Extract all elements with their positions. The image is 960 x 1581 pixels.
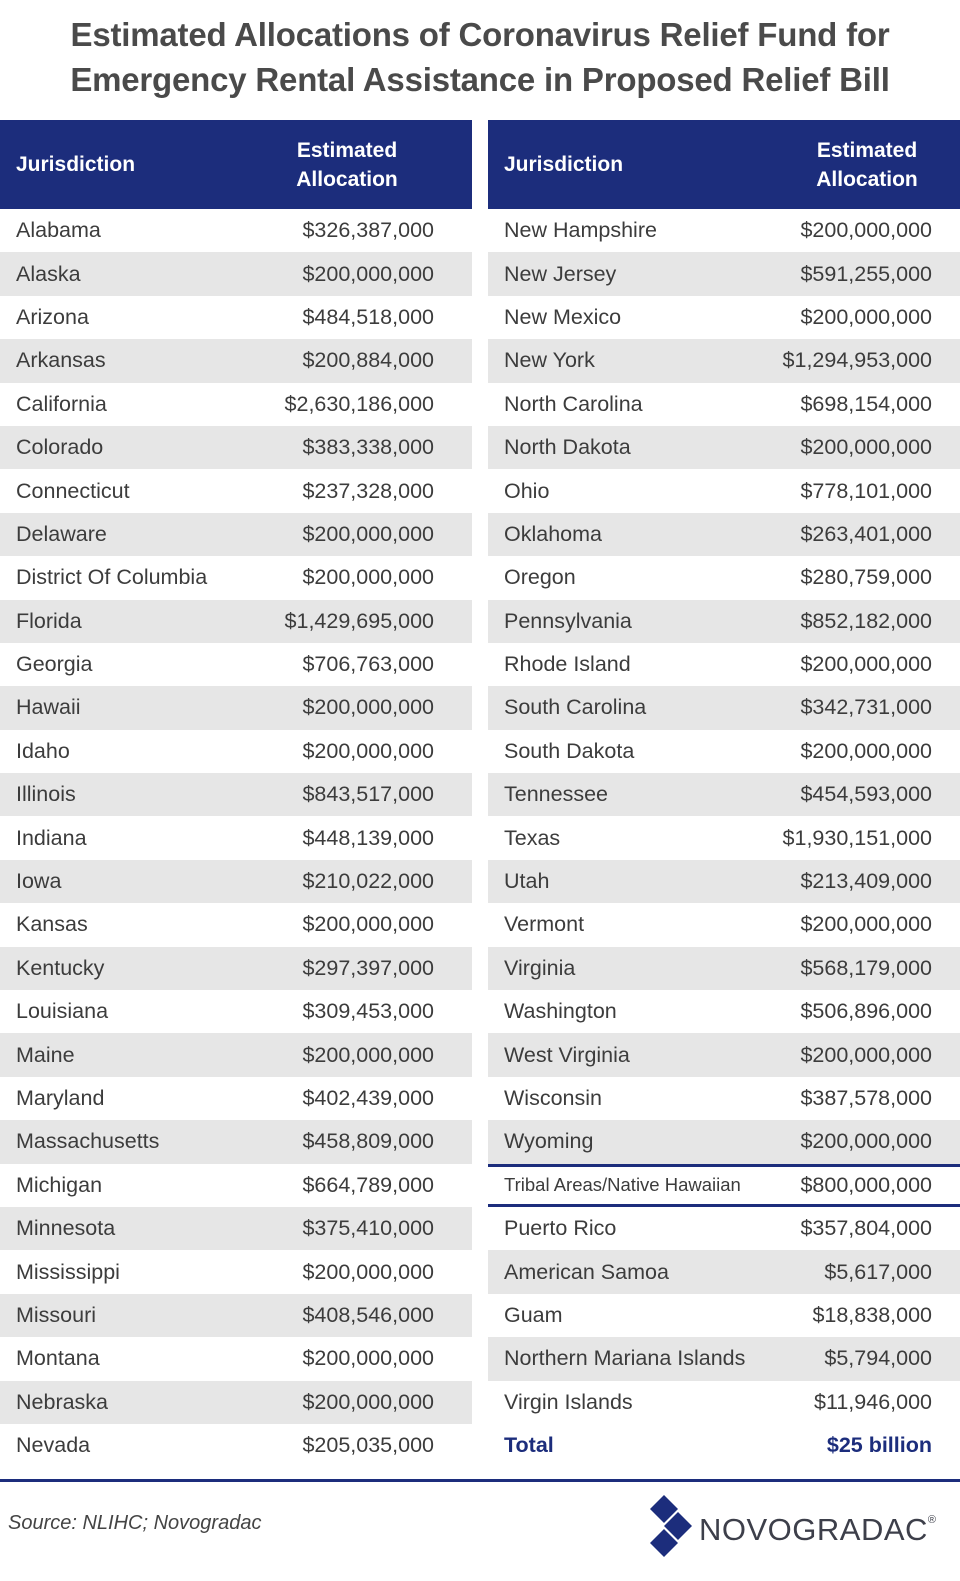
allocation-cell: $800,000,000 [800,1172,932,1197]
table-row [0,1337,472,1380]
table-row [0,252,472,295]
allocation-cell: $778,101,000 [800,478,932,503]
jurisdiction-cell: Northern Mariana Islands [504,1346,746,1371]
jurisdiction-cell: Delaware [16,521,107,546]
jurisdiction-cell: Virgin Islands [504,1389,633,1414]
jurisdiction-cell: Kentucky [16,955,105,980]
jurisdiction-cell: Guam [504,1302,563,1327]
allocation-cell: $5,617,000 [824,1259,932,1284]
jurisdiction-cell: California [16,391,107,416]
source-note: Source: NLIHC; Novogradac [8,1512,262,1534]
allocation-cell: $326,387,000 [302,218,434,243]
table-row [0,1424,472,1467]
registered-mark: ® [927,1514,937,1526]
table-row [488,252,960,295]
table-row [0,383,472,426]
allocation-cell: $664,789,000 [302,1172,434,1197]
table-row [488,1207,960,1250]
jurisdiction-cell: Maine [16,1042,75,1067]
table-row [488,773,960,816]
table-row [488,209,960,252]
table-row [0,513,472,556]
jurisdiction-cell: Florida [16,608,82,633]
header-allocation-line-1: Estimated [816,138,918,162]
jurisdiction-cell: Hawaii [16,695,81,720]
jurisdiction-cell: South Carolina [504,695,647,720]
allocation-cell: $210,022,000 [302,869,434,894]
jurisdiction-cell: Montana [16,1346,100,1371]
jurisdiction-cell: North Dakota [504,435,631,460]
allocation-table-left [0,120,472,1467]
allocation-cell: $18,838,000 [812,1302,932,1327]
allocation-cell: $454,593,000 [800,782,932,807]
header-allocation [282,120,412,209]
jurisdiction-cell: Vermont [504,912,585,937]
jurisdiction-cell: North Carolina [504,391,643,416]
table-row [488,1077,960,1120]
allocation-cell: $200,000,000 [800,435,932,460]
header-jurisdiction: Jurisdiction [16,152,136,176]
jurisdiction-cell: Alabama [16,218,101,243]
table-row [488,947,960,990]
table-row [0,469,472,512]
allocation-cell: $402,439,000 [302,1086,434,1110]
table-row [488,903,960,946]
table-row [0,426,472,469]
allocation-cell: $698,154,000 [800,391,932,416]
table-row [0,296,472,339]
allocation-cell: $387,578,000 [800,1086,932,1110]
header-allocation-line-2: Allocation [296,167,398,191]
allocation-cell: $448,139,000 [302,825,434,850]
allocation-cell: $357,804,000 [800,1216,932,1241]
jurisdiction-cell: West Virginia [504,1042,630,1067]
table-header [488,120,960,209]
allocation-cell: $5,794,000 [824,1346,932,1371]
jurisdiction-cell: Pennsylvania [504,608,632,633]
table-row [488,556,960,599]
table-row [488,339,960,382]
jurisdiction-cell: Arizona [16,304,89,329]
allocation-cell: $200,000,000 [302,565,434,590]
allocation-cell: $1,294,953,000 [782,348,932,373]
table-row [488,860,960,903]
allocation-cell: $458,809,000 [302,1129,434,1154]
table-row [488,469,960,512]
jurisdiction-cell: Connecticut [16,478,130,503]
table-row [0,1077,472,1120]
table-body [488,209,960,1467]
table-row [0,990,472,1033]
header-jurisdiction: Jurisdiction [504,152,624,176]
allocation-cell: $383,338,000 [302,435,434,460]
allocation-cell: $297,397,000 [302,955,434,980]
allocation-cell: $2,630,186,000 [284,391,434,416]
allocation-cell: $200,000,000 [302,1389,434,1414]
table-row [488,426,960,469]
table-row [0,209,472,252]
jurisdiction-cell: Washington [504,999,617,1024]
jurisdiction-cell: Iowa [16,869,62,894]
allocation-cell: $1,429,695,000 [284,608,434,633]
jurisdiction-cell: Kansas [16,912,88,937]
table-row [0,339,472,382]
jurisdiction-cell: New York [504,348,595,373]
table-row [488,816,960,859]
jurisdiction-cell: Illinois [16,782,76,807]
table-row [0,600,472,643]
allocation-cell: $200,000,000 [302,912,434,937]
allocation-cell: $205,035,000 [302,1433,434,1458]
total-value: $25 billion [826,1433,932,1458]
allocation-cell: $11,946,000 [814,1389,932,1414]
allocation-cell: $200,000,000 [800,1042,932,1067]
allocation-cell: $213,409,000 [800,869,932,894]
novogradac-logo [645,1492,955,1562]
jurisdiction-cell: Colorado [16,435,104,460]
table-row [488,686,960,729]
table-row [488,1033,960,1076]
table-row [0,556,472,599]
table-row [488,1250,960,1293]
allocation-table-right [488,120,960,1467]
allocation-cell: $200,000,000 [302,1042,434,1067]
jurisdiction-cell: New Mexico [504,304,622,329]
allocation-cell: $843,517,000 [302,782,434,807]
jurisdiction-cell: Tribal Areas/Native Hawaiian [504,1174,741,1196]
table-body [0,209,472,1467]
table-row [0,643,472,686]
jurisdiction-cell: Puerto Rico [504,1216,617,1241]
table-header [0,120,472,209]
allocation-cell: $568,179,000 [800,955,932,980]
allocation-cell: $484,518,000 [302,304,434,329]
table-row [0,860,472,903]
header-allocation-line-2: Allocation [816,167,918,191]
table-row [488,513,960,556]
jurisdiction-cell: Oregon [504,565,576,590]
allocation-cell: $200,000,000 [302,261,434,286]
jurisdiction-cell: Indiana [16,825,87,850]
table-row [0,1250,472,1293]
table-row [488,1120,960,1163]
table-row [0,1381,472,1424]
jurisdiction-cell: District Of Columbia [16,565,208,590]
allocation-cell: $237,328,000 [302,478,434,503]
jurisdiction-cell: Minnesota [16,1216,116,1241]
jurisdiction-cell: Idaho [16,738,70,763]
allocation-cell: $342,731,000 [800,695,932,720]
table-row [0,1120,472,1163]
jurisdiction-cell: Massachusetts [16,1129,160,1154]
jurisdiction-cell: Missouri [16,1302,97,1327]
jurisdiction-cell: Nebraska [16,1389,109,1414]
jurisdiction-cell: Virginia [504,955,576,980]
header-allocation-line-1: Estimated [296,138,398,162]
jurisdiction-cell: New Jersey [504,261,617,286]
allocation-cell: $200,000,000 [800,912,932,937]
allocation-cell: $200,000,000 [302,521,434,546]
allocation-cell: $408,546,000 [302,1302,434,1327]
table-row [0,947,472,990]
jurisdiction-cell: South Dakota [504,738,635,763]
table-row [488,383,960,426]
logo-wordmark [699,1512,937,1548]
title-line-2: Emergency Rental Assistance in Proposed Relief Bill [70,61,890,98]
table-row [488,600,960,643]
allocation-cell: $591,255,000 [800,261,932,286]
allocation-cell: $200,000,000 [302,738,434,763]
allocation-cell: $852,182,000 [800,608,932,633]
allocation-cell: $200,000,000 [800,304,932,329]
table-row [0,686,472,729]
table-row [0,1164,472,1207]
allocation-cell: $200,000,000 [302,695,434,720]
jurisdiction-cell: Utah [504,869,550,894]
jurisdiction-cell: Georgia [16,652,93,677]
jurisdiction-cell: Mississippi [16,1259,120,1284]
jurisdiction-cell: American Samoa [504,1259,669,1284]
jurisdiction-cell: Michigan [16,1172,103,1197]
logo-text: NOVOGRADAC [699,1512,928,1547]
jurisdiction-cell: Wyoming [504,1129,594,1154]
jurisdiction-cell: Texas [504,825,561,850]
allocation-cell: $506,896,000 [800,999,932,1024]
jurisdiction-cell: Nevada [16,1433,91,1458]
header-allocation [802,120,932,209]
total-row [488,1424,960,1467]
table-row [488,990,960,1033]
table-row [0,730,472,773]
allocation-cell: $1,930,151,000 [782,825,932,850]
table-row [0,903,472,946]
diamond-logo-icon [645,1492,701,1562]
allocation-cell: $309,453,000 [302,999,434,1024]
allocation-cell: $263,401,000 [800,521,932,546]
table-row [488,730,960,773]
jurisdiction-cell: Louisiana [16,999,109,1024]
page-title [0,12,960,102]
table-row [488,1167,960,1204]
allocation-cell: $200,000,000 [800,1129,932,1154]
table-row [488,1381,960,1424]
bottom-divider [0,1479,960,1482]
allocation-cell: $200,884,000 [302,348,434,373]
table-row [488,1294,960,1337]
allocation-cell: $200,000,000 [302,1346,434,1371]
jurisdiction-cell: Alaska [16,261,81,286]
table-row [0,816,472,859]
table-row [488,1337,960,1380]
jurisdiction-cell: Arkansas [16,348,106,373]
jurisdiction-cell: Tennessee [504,782,608,807]
table-row [0,1033,472,1076]
table-row [0,1294,472,1337]
allocation-cell: $706,763,000 [302,652,434,677]
jurisdiction-cell: Rhode Island [504,652,631,677]
table-row [0,1207,472,1250]
title-line-1: Estimated Allocations of Coronavirus Relief Fund for [70,16,890,53]
allocation-cell: $200,000,000 [800,738,932,763]
jurisdiction-cell: Wisconsin [504,1086,602,1110]
table-row [488,296,960,339]
jurisdiction-cell: New Hampshire [504,218,657,243]
total-label: Total [504,1433,554,1458]
jurisdiction-cell: Oklahoma [504,521,602,546]
allocation-cell: $200,000,000 [302,1259,434,1284]
jurisdiction-cell: Ohio [504,478,550,503]
table-row [0,773,472,816]
allocation-cell: $200,000,000 [800,218,932,243]
allocation-cell: $280,759,000 [800,565,932,590]
jurisdiction-cell: Maryland [16,1086,105,1110]
table-row [488,643,960,686]
allocation-cell: $375,410,000 [302,1216,434,1241]
allocation-cell: $200,000,000 [800,652,932,677]
